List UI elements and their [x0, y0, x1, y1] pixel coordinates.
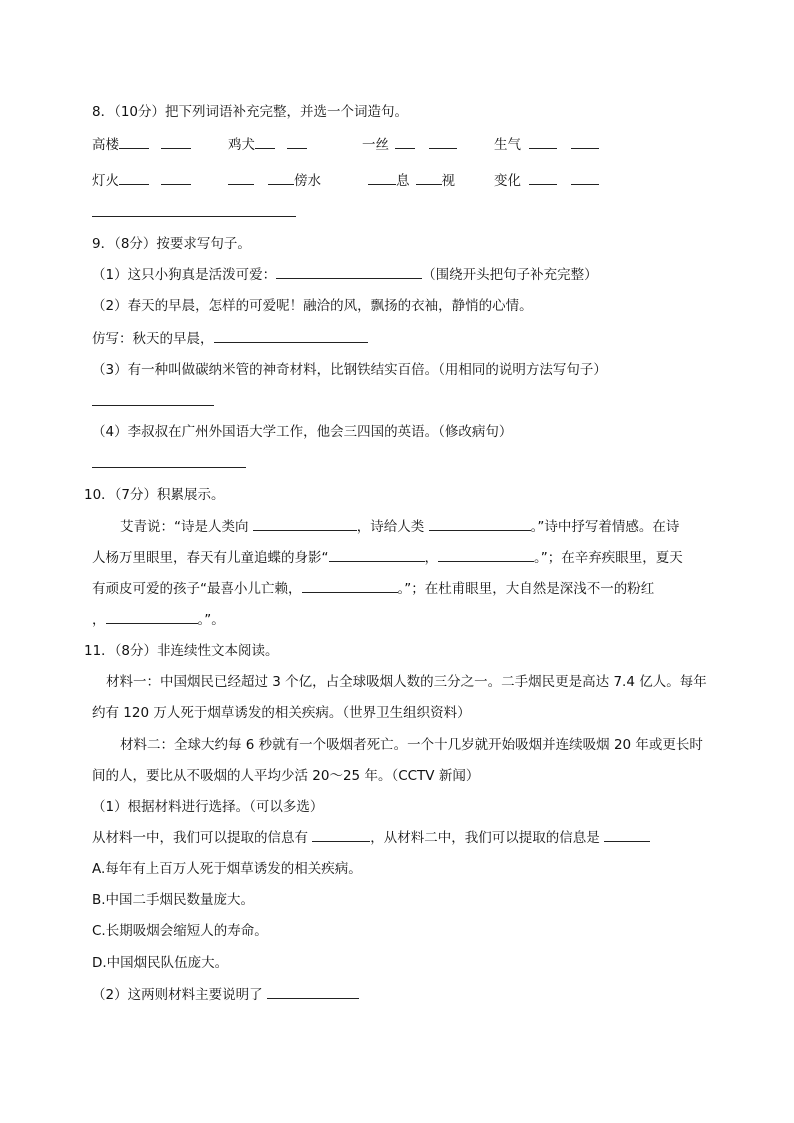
fill-blank[interactable] [571, 172, 599, 185]
fill-blank[interactable] [161, 172, 191, 185]
answer-line[interactable] [92, 405, 214, 406]
word-label: 变化 [494, 173, 521, 189]
word-label: 傍水 [294, 173, 321, 189]
q8-row1-item4 [494, 136, 599, 154]
word-label: 视 [441, 173, 455, 189]
q11-material1-line2: 约有 120 万人死于烟草诱发的相关疾病。（世界卫生组织资料） [92, 705, 471, 721]
fill-blank[interactable] [228, 172, 254, 185]
fill-blank[interactable] [161, 136, 191, 149]
q10-text: 有顽皮可爱的孩子“最喜小儿亡赖， [92, 581, 302, 597]
fill-blank[interactable] [368, 172, 396, 185]
q8-row2-item3 [368, 172, 455, 190]
fill-blank[interactable] [429, 136, 457, 149]
q9-title: 9．（8分）按要求写句子。 [92, 236, 251, 252]
q9-s1 [92, 266, 598, 284]
q8-row2-item4 [494, 172, 599, 190]
q10-text: 。”；在辛弃疾眼里，夏天 [534, 550, 683, 566]
q10-text: 艾青说：“诗是人类向 [120, 519, 253, 535]
q11-text: ，从材料二中，我们可以提取的信息是 [370, 830, 605, 846]
q8-row1-item2 [228, 136, 307, 154]
q9-s2-imitate-prompt: 仿写：秋天的早晨， [92, 331, 214, 347]
word-label: 灯火 [92, 173, 119, 189]
q9-s3: （3）有一种叫做碳纳米管的神奇材料，比钢铁结实百倍。（用相同的说明方法写句子） [92, 362, 607, 378]
q11-part1-question [92, 829, 650, 847]
word-label: 一丝 [362, 137, 389, 153]
word-label: 鸡犬 [228, 137, 255, 153]
fill-blank[interactable] [604, 829, 650, 842]
q8-row1-item1 [92, 136, 191, 154]
q10-text: ，诗给人类 [356, 519, 429, 535]
q9-s2: （2）春天的早晨，怎样的可爱呢！融洽的风，飘扬的衣袖，静悄的心情。 [92, 298, 533, 314]
fill-blank[interactable] [329, 549, 425, 562]
word-label: 生气 [494, 137, 521, 153]
fill-blank[interactable] [395, 136, 415, 149]
q9-s2-imitate [92, 330, 368, 348]
fill-blank[interactable] [416, 172, 442, 185]
q10-text: ， [424, 550, 438, 566]
q11-part2 [92, 986, 359, 1004]
fill-blank[interactable] [571, 136, 599, 149]
q10-line2 [92, 549, 683, 567]
q11-text: 从材料一中，我们可以提取的信息有 [92, 830, 313, 846]
q8-row1-item3 [362, 136, 457, 154]
q10-title: 10．（7分）积累展示。 [84, 487, 225, 503]
fill-blank[interactable] [214, 330, 368, 343]
fill-blank[interactable] [255, 136, 275, 149]
q11-part1: （1）根据材料进行选择。（可以多选） [92, 799, 324, 815]
fill-blank[interactable] [268, 172, 294, 185]
q10-text: ， [92, 612, 106, 628]
fill-blank[interactable] [429, 518, 531, 531]
fill-blank[interactable] [438, 549, 534, 562]
q10-text: 。”。 [197, 612, 225, 628]
q9-s4: （4）李叔叔在广州外国语大学工作，他会三四国的英语。（修改病句） [92, 424, 513, 440]
fill-blank[interactable] [267, 986, 359, 999]
q10-text: 。”诗中抒写着情感。在诗 [530, 519, 680, 535]
q11-option-b: B.中国二手烟民数量庞大。 [92, 892, 255, 908]
fill-blank[interactable] [119, 172, 149, 185]
q10-text: 人杨万里眼里，春天有儿童追蝶的身影“ [92, 550, 329, 566]
q11-option-d: D.中国烟民队伍庞大。 [92, 955, 229, 971]
q11-option-a: A.每年有上百万人死于烟草诱发的相关疾病。 [92, 861, 362, 877]
q9-s1-prompt: （1）这只小狗真是活泼可爱： [92, 267, 277, 283]
q8-title: 8．（10分）把下列词语补充完整，并选一个词造句。 [92, 104, 409, 120]
q10-text: 。”；在杜甫眼里，大自然是深浅不一的粉红 [397, 581, 655, 597]
fill-blank[interactable] [312, 829, 370, 842]
fill-blank[interactable] [119, 136, 149, 149]
q11-material1-line1: 材料一：中国烟民已经超过 3 个亿，占全球吸烟人数的三分之一。二手烟民更是高达 7.4 亿人。每年 [106, 674, 707, 690]
q10-line1 [120, 518, 679, 536]
q11-material2-line2: 间的人，要比从不吸烟的人平均少活 20～25 年。（CCTV 新闻） [92, 768, 480, 784]
sentence-answer-line[interactable] [92, 216, 296, 217]
q11-title: 11．（8分）非连续性文本阅读。 [84, 643, 279, 659]
q11-option-c: C.长期吸烟会缩短人的寿命。 [92, 923, 268, 939]
fill-blank[interactable] [302, 580, 398, 593]
q9-s1-hint: （围绕开头把句子补充完整） [422, 267, 598, 283]
q10-line3 [92, 580, 654, 598]
fill-blank[interactable] [529, 172, 557, 185]
answer-line[interactable] [92, 467, 246, 468]
q10-line4 [92, 611, 225, 629]
fill-blank[interactable] [276, 266, 422, 279]
q8-row2-item2 [228, 172, 321, 190]
q8-row2-item1 [92, 172, 191, 190]
fill-blank[interactable] [287, 136, 307, 149]
word-label: 高楼 [92, 137, 119, 153]
q11-part2-prompt: （2）这两则材料主要说明了 [92, 987, 267, 1003]
q11-material2-line1: 材料二：全球大约每 6 秒就有一个吸烟者死亡。一个十几岁就开始吸烟并连续吸烟 20 年或更长时 [120, 737, 703, 753]
word-label: 息 [396, 173, 410, 189]
fill-blank[interactable] [529, 136, 557, 149]
fill-blank[interactable] [106, 611, 198, 624]
fill-blank[interactable] [253, 518, 357, 531]
